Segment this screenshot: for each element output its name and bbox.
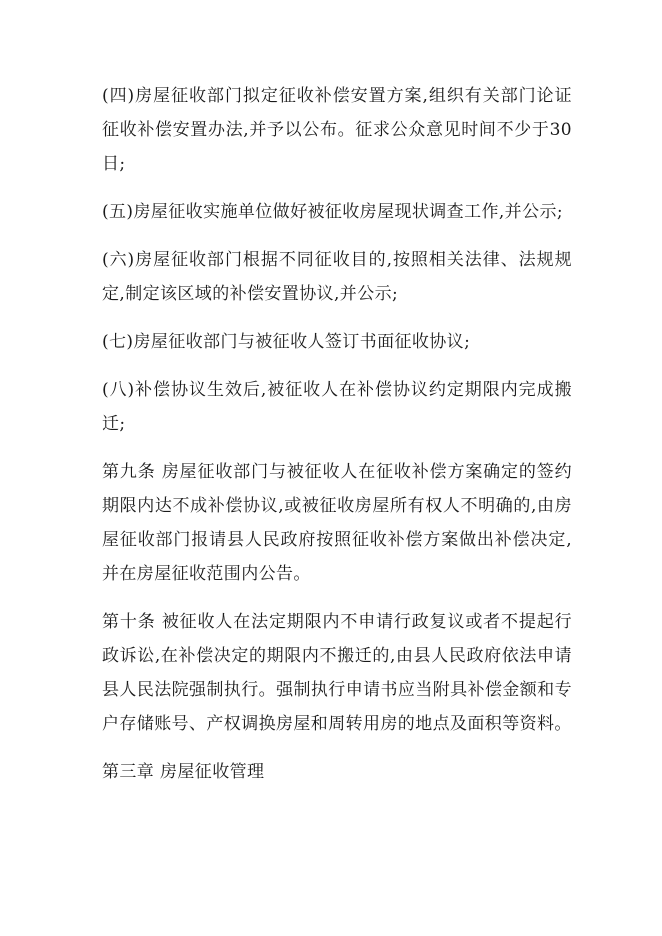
paragraph-item-7: (七)房屋征收部门与被征收人签订书面征收协议;	[102, 332, 471, 352]
paragraph-item-8: (八)补偿协议生效后,被征收人在补偿协议约定期限内完成搬迁;	[102, 380, 572, 434]
paragraph-item-4: (四)房屋征收部门拟定征收补偿安置方案,组织有关部门论证征收补偿安置办法,并予以公布。征求公众意见时间不少于30日;	[102, 86, 572, 174]
paragraph-item-5: (五)房屋征收实施单位做好被征收房屋现状调查工作,并公示;	[102, 202, 563, 222]
document-body	[102, 79, 572, 803]
article-10: 第十条 被征收人在法定期限内不申请行政复议或者不提起行政诉讼,在补偿决定的期限内不搬迁的,由县人民政府依法申请县人民法院强制执行。强制执行申请书应当附具补偿金额和专户存储账号、产权调换房屋和周转用房的地点及面积等资料。	[102, 612, 572, 734]
chapter-heading: 第三章 房屋征收管理	[102, 762, 265, 782]
article-9: 第九条 房屋征收部门与被征收人在征收补偿方案确定的签约期限内达不成补偿协议,或被征收房屋所有权人不明确的,由房屋征收部门报请县人民政府按照征收补偿方案做出补偿决定,并在房屋征收范围内公告。	[102, 462, 572, 584]
paragraph-item-6: (六)房屋征收部门根据不同征收目的,按照相关法律、法规规定,制定该区域的补偿安置协议,并公示;	[102, 250, 572, 304]
